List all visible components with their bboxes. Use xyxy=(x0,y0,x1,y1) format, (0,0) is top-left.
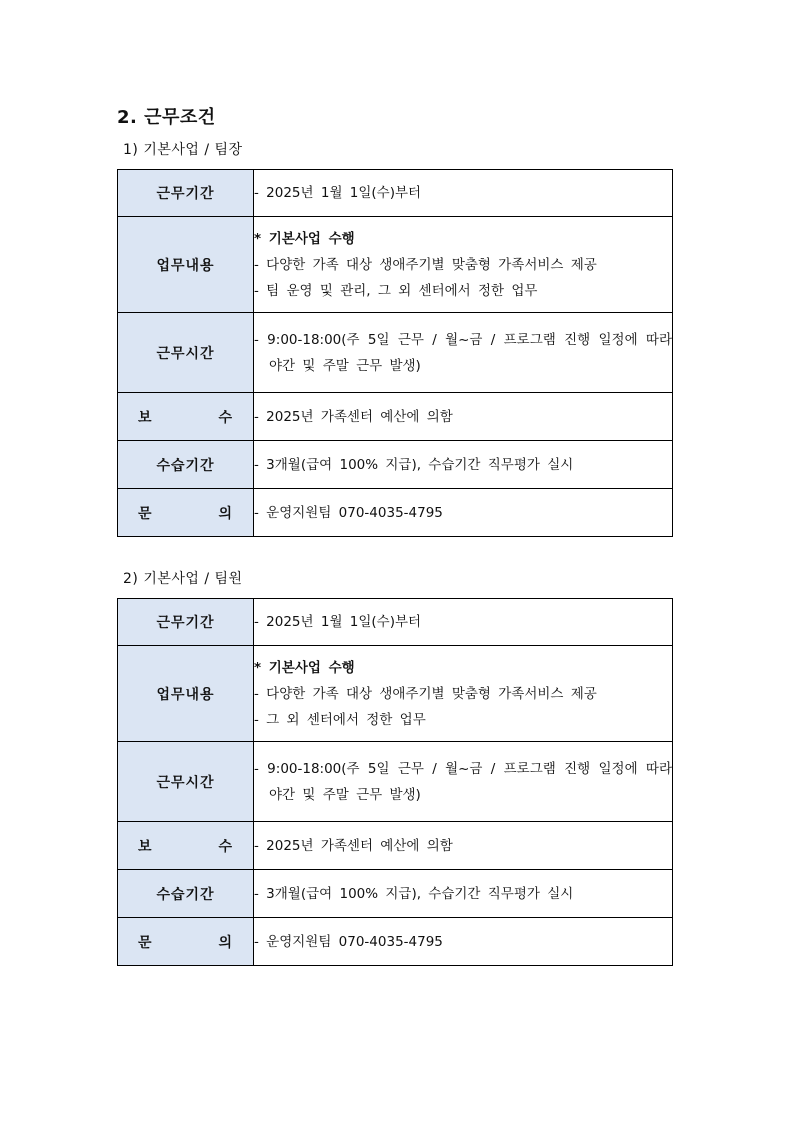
row-label: 보 수 xyxy=(118,822,254,870)
row-value xyxy=(254,822,673,870)
subtitle-team-member: 2) 기본사업 / 팀원 xyxy=(123,571,243,587)
subtitle-team-leader: 1) 기본사업 / 팀장 xyxy=(123,142,243,158)
row-value xyxy=(254,489,673,537)
table-row xyxy=(118,393,673,441)
conditions-table-team-leader xyxy=(117,169,673,537)
value-line: - 9:00-18:00(주 5일 근무 / 월~금 / 프로그램 진행 일정에 따라 야간 및 주말 근무 발생) xyxy=(254,331,672,374)
value-line: - 2025년 1월 1일(수)부터 xyxy=(254,614,422,630)
row-label: 근무기간 xyxy=(118,170,254,217)
row-label: 근무기간 xyxy=(118,599,254,646)
value-line: - 2025년 가족센터 예산에 의함 xyxy=(254,408,453,425)
row-label: 수습기간 xyxy=(118,870,254,918)
table-row xyxy=(118,170,673,217)
row-label: 근무시간 xyxy=(118,742,254,822)
row-value xyxy=(254,870,673,918)
section-title: 2. 근무조건 xyxy=(117,107,216,128)
row-label: 수습기간 xyxy=(118,441,254,489)
value-line: - 그 외 센터에서 정한 업무 xyxy=(254,711,426,728)
row-value xyxy=(254,599,673,646)
row-value xyxy=(254,646,673,742)
value-line: - 운영지원팀 070-4035-4795 xyxy=(254,504,443,521)
table-row xyxy=(118,918,673,966)
row-label: 업무내용 xyxy=(118,646,254,742)
row-value xyxy=(254,217,673,313)
row-value xyxy=(254,441,673,489)
row-value xyxy=(254,918,673,966)
value-line: - 9:00-18:00(주 5일 근무 / 월~금 / 프로그램 진행 일정에 따라 야간 및 주말 근무 발생) xyxy=(254,760,672,803)
row-value xyxy=(254,742,673,822)
table-row xyxy=(118,313,673,393)
value-line: - 다양한 가족 대상 생애주기별 맞춤형 가족서비스 제공 xyxy=(254,256,597,273)
value-line: - 2025년 가족센터 예산에 의함 xyxy=(254,837,453,854)
row-label: 업무내용 xyxy=(118,217,254,313)
table-row xyxy=(118,646,673,742)
value-line: * 기본사업 수행 xyxy=(254,230,355,247)
value-line: - 3개월(급여 100% 지급), 수습기간 직무평가 실시 xyxy=(254,885,574,902)
table-row xyxy=(118,217,673,313)
row-value xyxy=(254,313,673,393)
row-value xyxy=(254,393,673,441)
row-label: 보 수 xyxy=(118,393,254,441)
value-line: - 운영지원팀 070-4035-4795 xyxy=(254,933,443,950)
table-row xyxy=(118,441,673,489)
value-line: * 기본사업 수행 xyxy=(254,659,355,676)
conditions-table-team-member xyxy=(117,598,673,966)
row-label: 문 의 xyxy=(118,918,254,966)
table-row xyxy=(118,599,673,646)
value-line: - 2025년 1월 1일(수)부터 xyxy=(254,185,422,201)
value-line: - 다양한 가족 대상 생애주기별 맞춤형 가족서비스 제공 xyxy=(254,685,597,702)
row-label: 문 의 xyxy=(118,489,254,537)
table-row xyxy=(118,822,673,870)
row-label: 근무시간 xyxy=(118,313,254,393)
table-row xyxy=(118,870,673,918)
table-row xyxy=(118,742,673,822)
value-line: - 팀 운영 및 관리, 그 외 센터에서 정한 업무 xyxy=(254,282,538,299)
value-line: - 3개월(급여 100% 지급), 수습기간 직무평가 실시 xyxy=(254,456,574,473)
row-value xyxy=(254,170,673,217)
table-row xyxy=(118,489,673,537)
